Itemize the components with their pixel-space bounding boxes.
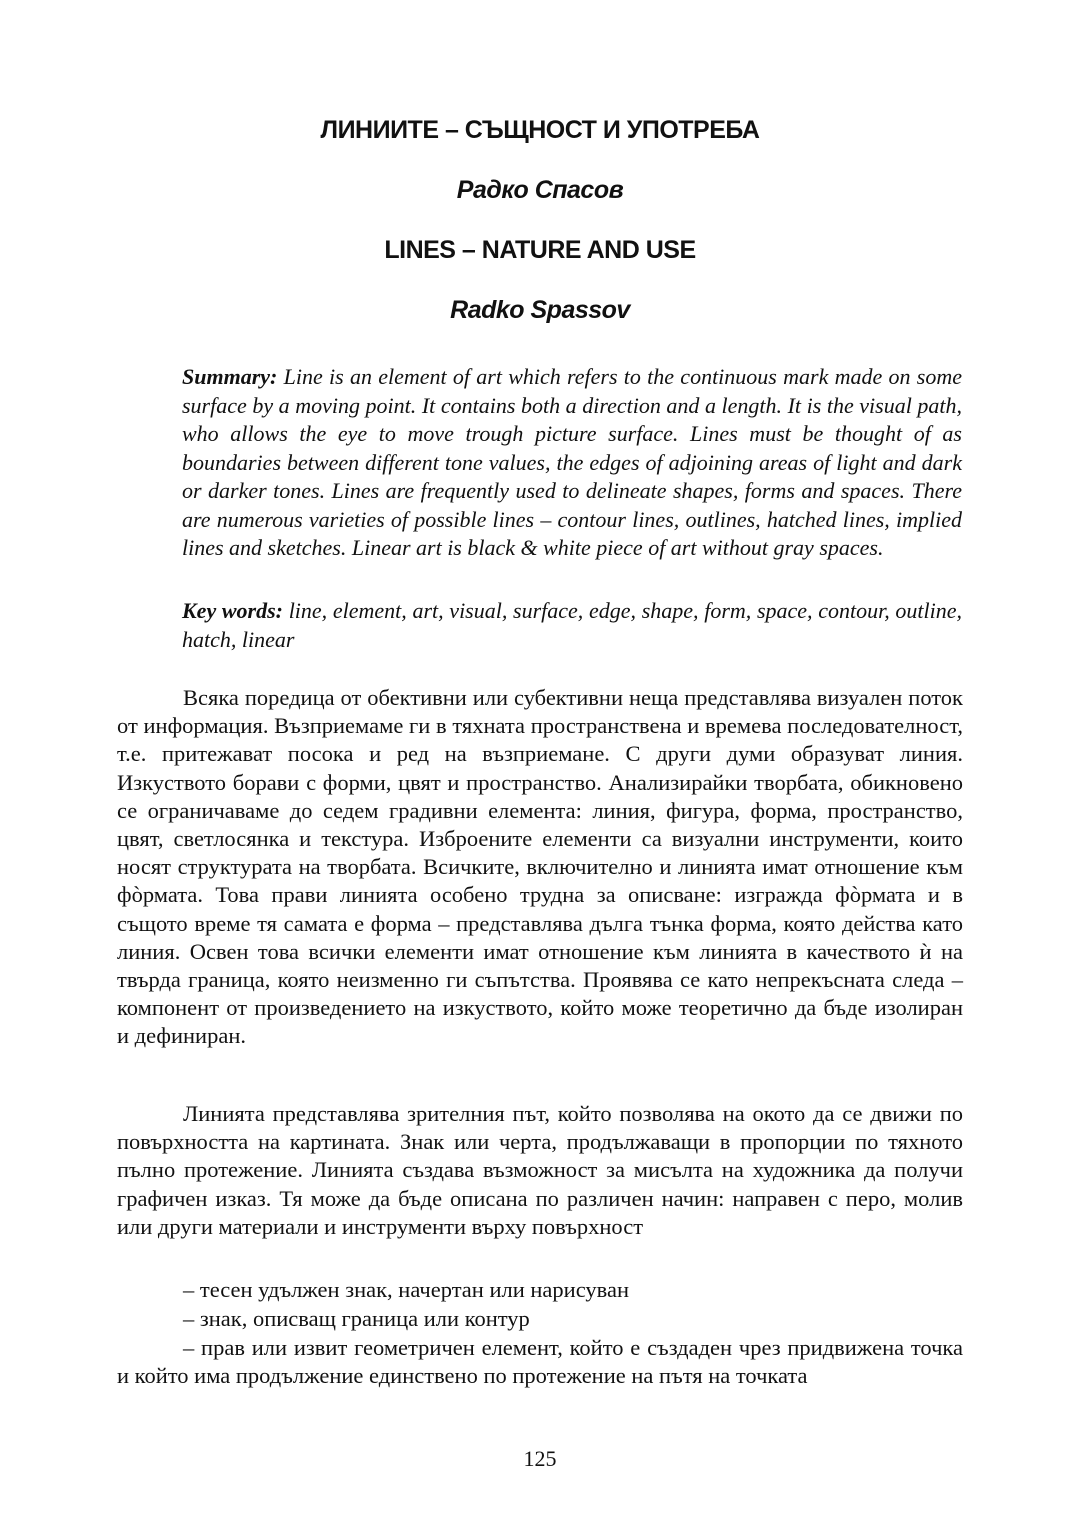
author-name-bulgarian: Радко Спасов <box>456 176 624 204</box>
list-item-2: – знак, описващ граница или контур <box>183 1306 530 1331</box>
article-title-english: LINES – NATURE AND USE <box>384 236 696 264</box>
body-paragraph-2: Линията представлява зрителния път, който позволява на окото да се движи по повърхността на картината. Знак или черта, продължаващи в пропорции по тяхното пълно протежение. Линията създава възможност за мисълта на художника да получи графичен изказ. Тя може да бъде описана по различен начин: направен с перо, молив или други материали и инструменти върху повърхност <box>117 1101 963 1239</box>
keywords-label: Key words: <box>182 598 284 623</box>
summary-block <box>182 363 962 563</box>
page-number: 125 <box>523 1446 557 1471</box>
list-item-1: – тесен удължен знак, начертан или нарисуван <box>183 1277 630 1302</box>
article-title-bulgarian: ЛИНИИТЕ – СЪЩНОСТ И УПОТРЕБА <box>320 116 760 144</box>
author-name-english: Radko Spassov <box>450 296 630 324</box>
list-item-3: – прав или извит геометричен елемент, който е създаден чрез придвижена точка и който има продължение единствено по протежение на пътя на точката <box>117 1335 963 1389</box>
keywords-text: line, element, art, visual, surface, edge, shape, form, space, contour, outline, hatch, linear <box>182 598 963 652</box>
keywords-block <box>182 597 962 654</box>
summary-text: Line is an element of art which refers to the continuous mark made on some surface by a moving point. It contains both a direction and a length. It is the visual path, who allows the eye to move trough picture surface. Lines must be thought of as boundaries between different tone values, the edges of adjoining areas of light and dark or darker tones. Lines are frequently used to delineate shapes, forms and spaces. There are numerous varieties of possible lines – contour lines, outlines, hatched lines, implied lines and sketches. Linear art is black & white piece of art without gray spaces. <box>182 364 962 560</box>
body-paragraph-1: Всяка поредица от обективни или субективни неща представлява визуален поток от информация. Възприемаме ги в тяхната пространствена и времева последователност, т.е. притежават посока и ред на възприемане. С други думи образуват линия. Изкуството борави с форми, цвят и пространство. Анализирайки творбата, обикновено се ограничаваме до седем градивни елемента: линия, фигура, форма, пространство, цвят, светлосянка и текстура. Изброените елементи са визуални инструменти, които носят структурата на творбата. Всичките, включително и линията имат отношение към фòрмата. Това прави линията особено трудна за описване: изгражда фòрмата и в същото време тя самата е форма – представлява дълга тънка форма, която действа като линия. Освен това всички елементи имат отношение към линията в качеството ѝ на твърда граница, която неизменно ги съпътства. Проявява се като непрекъсната следа – компонент от произведението на изкуството, който може теоретично да бъде изолиран и дефиниран. <box>117 685 963 1049</box>
summary-label: Summary: <box>182 364 278 389</box>
